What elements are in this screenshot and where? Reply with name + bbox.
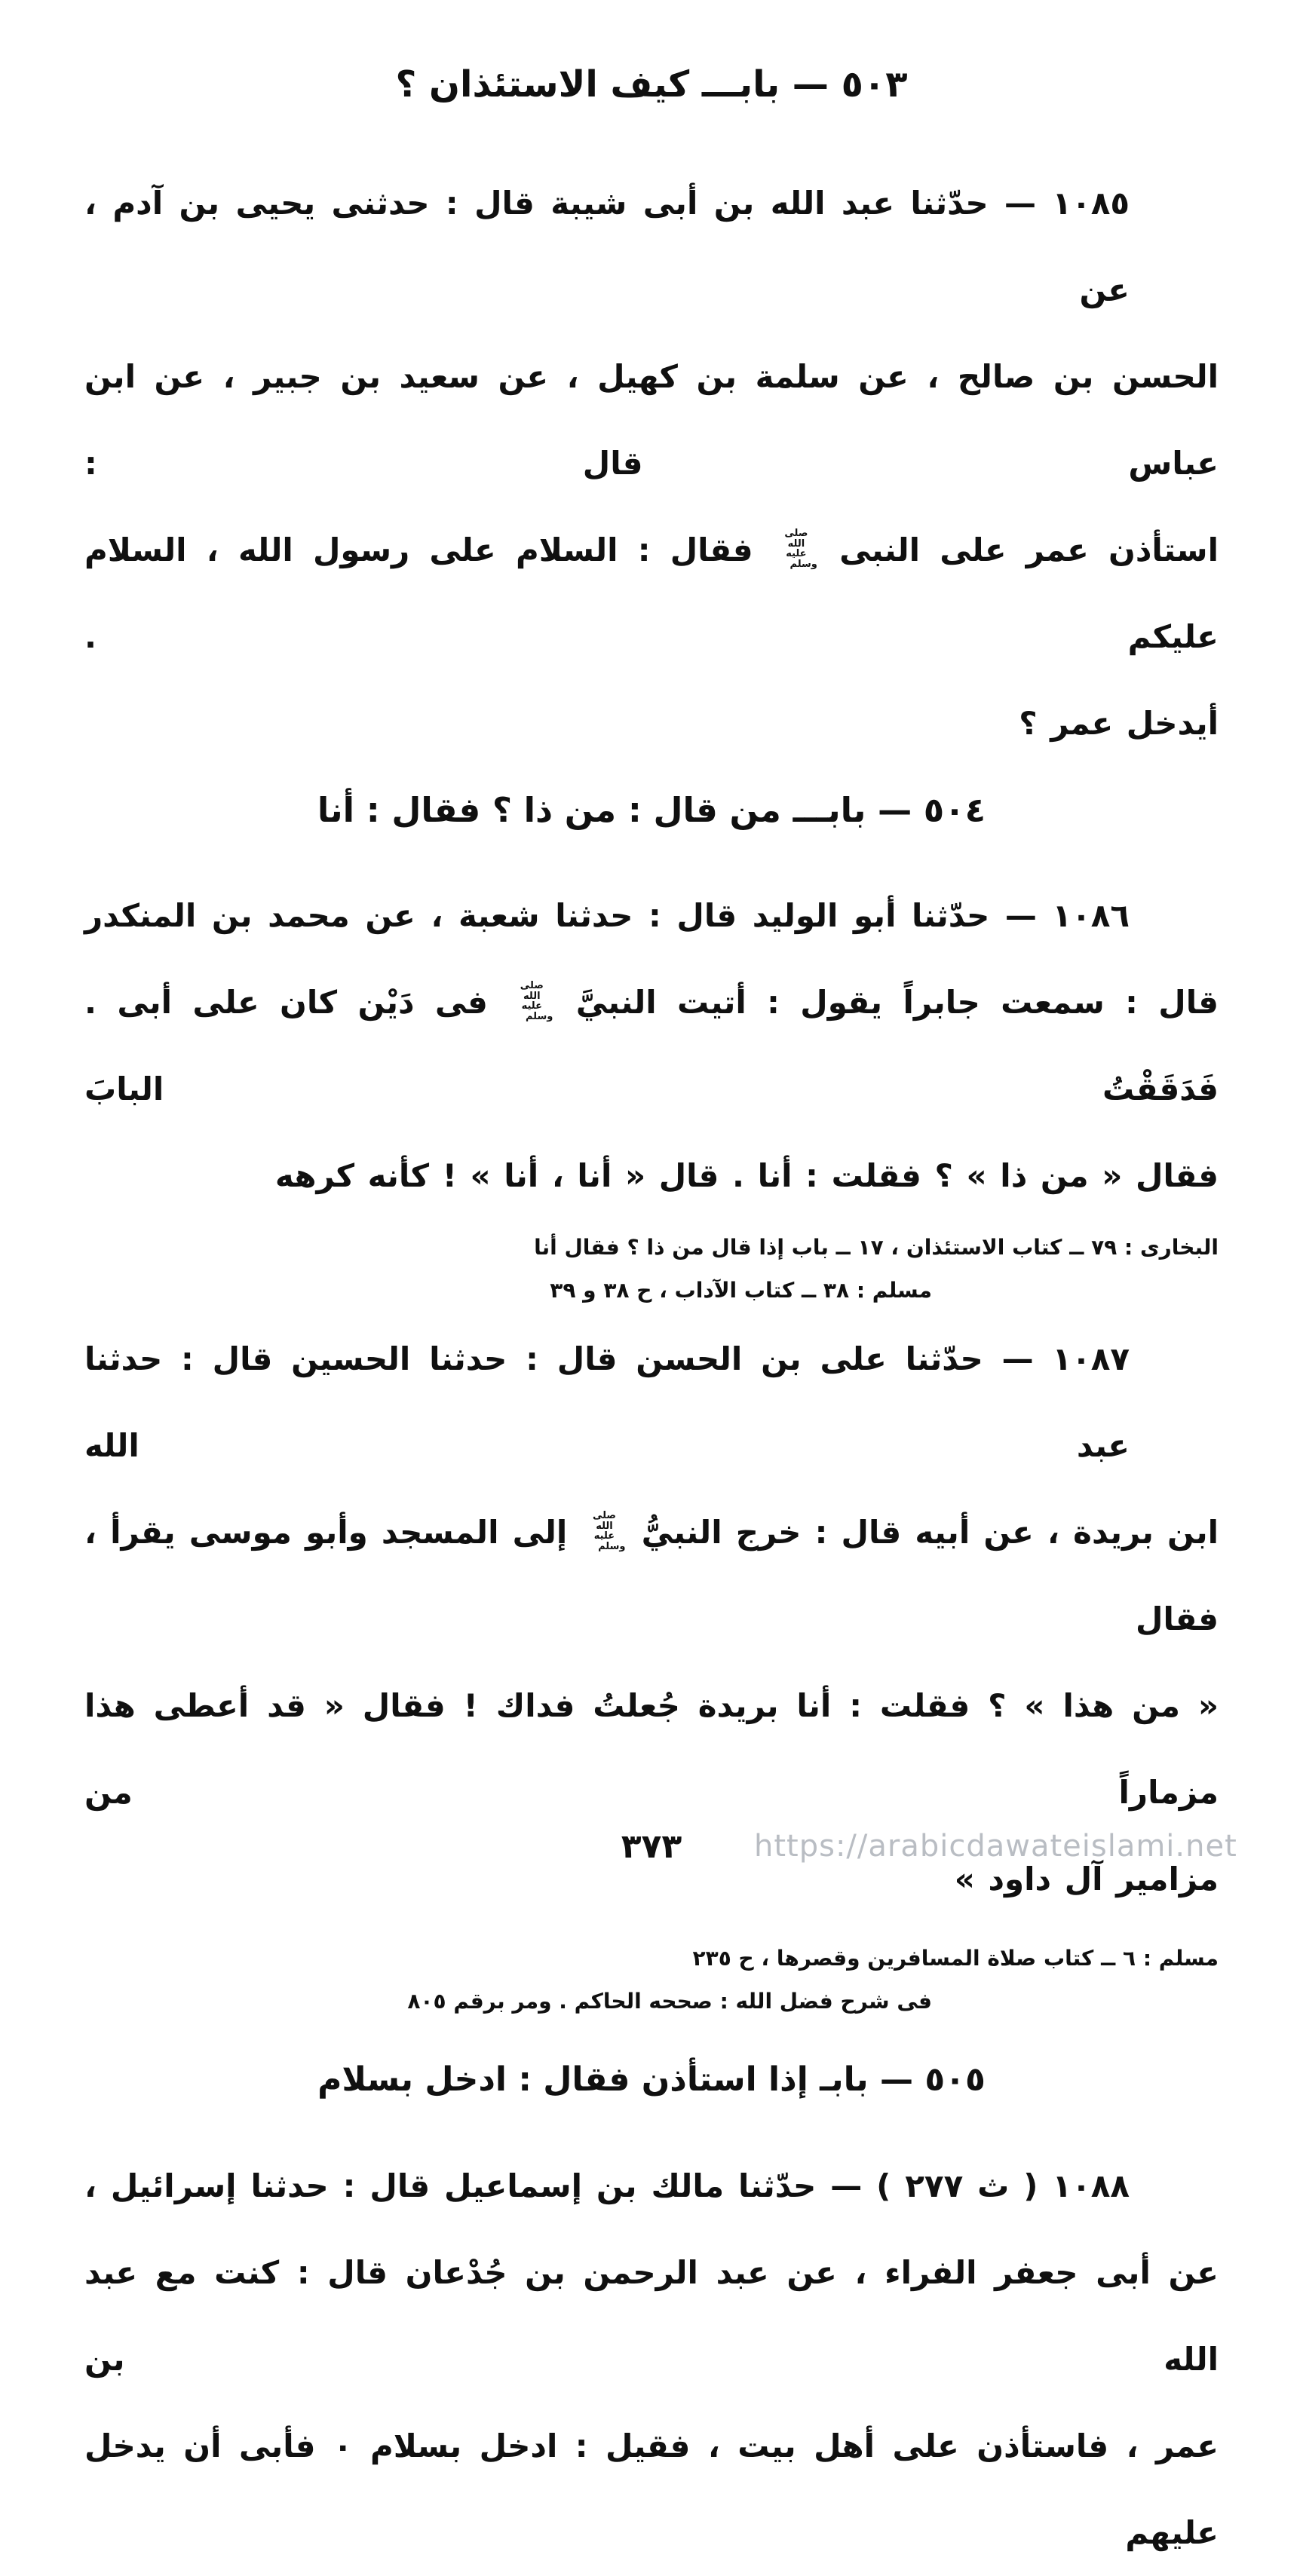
hadith-1087-references: [84, 1937, 1219, 2023]
hadith-line: ١٠٨٥ — حدّثنا عبد الله بن أبى شيبة قال : حدثنى يحيى بن آدم ، عن: [84, 185, 1130, 308]
hadith-line: « من هذا » ؟ فقلت : أنا بريدة جُعلتُ فداك ! فقال « قد أعطى هذا مزماراً من: [84, 1687, 1219, 1811]
hadith-line-text: ابن بريدة ، عن أبيه قال : خرج النبيُّ: [641, 1514, 1219, 1551]
hadith-line-text: فقال : السلام على رسول الله ، السلام عليكم .: [84, 531, 1219, 655]
hadith-1088: [84, 2143, 1219, 2576]
hadith-line-text: قال : سمعت جابراً يقول : أتيت النبيَّ: [575, 984, 1219, 1021]
hadith-line: ١٠٨٧ — حدّثنا على بن الحسن قال : حدثنا الحسين قال : حدثنا عبد الله: [84, 1340, 1130, 1464]
chapter-heading-503: ٥٠٣ — بابـــ كيف الاستئذان ؟: [395, 63, 908, 106]
chapter-heading-504: ٥٠٤ — بابـــ من قال : من ذا ؟ فقال : أنا: [317, 790, 986, 830]
hadith-line: [84, 1489, 1219, 1662]
reference-line: مسلم : ٦ ــ كتاب صلاة المسافرين وقصرها ، ح ٢٣٥: [692, 1946, 1219, 1971]
hadith-line: الحسن بن صالح ، عن سلمة بن كهيل ، عن سعيد بن جبير ، عن ابن عباس قال :: [84, 358, 1219, 482]
page-number: ٣٧٣: [621, 1827, 682, 1866]
pbuh-mark: صلى الله عليه وسلم: [784, 528, 817, 570]
hadith-line: أيدخل عمر ؟: [1019, 705, 1219, 742]
hadith-line: [84, 507, 1219, 680]
hadith-line: فقال « من ذا » ؟ فقلت : أنا . قال « أنا ، أنا » ! كأنه كرهه: [274, 1157, 1219, 1194]
pbuh-mark: صلى الله عليه وسلم: [520, 980, 553, 1022]
hadith-line: مزامير آل داود »: [954, 1861, 1219, 1898]
reference-line: فى شرح فضل الله : صححه الحاكم . ومر برقم ٨٠٥: [407, 1989, 932, 2014]
page-footer: [0, 1827, 1303, 1880]
hadith-1086-references: [84, 1226, 1219, 1312]
hadith-line: ١٠٨٨ ( ث ٢٧٧ ) — حدّثنا مالك بن إسماعيل قال : حدثنا إسرائيل ،: [84, 2167, 1130, 2204]
reference-line: مسلم : ٣٨ ــ كتاب الآداب ، ح ٣٨ و ٣٩: [550, 1278, 932, 1303]
watermark-url: https://arabicdawateislami.net: [754, 1829, 1237, 1864]
hadith-line: عن أبى جعفر الفراء ، عن عبد الرحمن بن جُدْعان قال : كنت مع عبد الله بن: [84, 2254, 1219, 2378]
hadith-line-text: إلى المسجد وأبو موسى يقرأ ، فقال: [84, 1514, 1219, 1637]
reference-line: البخارى : ٧٩ ــ كتاب الاستئذان ، ١٧ ــ باب إذا قال من ذا ؟ فقال أنا: [534, 1235, 1219, 1260]
hadith-1087: [84, 1316, 1219, 2023]
hadith-line-text: استأذن عمر على النبى: [839, 531, 1219, 568]
hadith-1085: [84, 160, 1219, 767]
hadith-line: [84, 959, 1219, 1132]
chapter-heading-505: ٥٠٥ — بابـ إذا استأذن فقال : ادخل بسلام: [317, 2060, 986, 2099]
pbuh-mark: صلى الله عليه وسلم: [592, 1510, 626, 1552]
hadith-line-text: فى دَيْن كان على أبى . فَدَقَقْتُ البابَ: [84, 984, 1219, 1107]
hadith-1086: [84, 872, 1219, 1312]
hadith-line: عمر ، فاستأذن على أهل بيت ، فقيل : ادخل بسلام ٠ فأبى أن يدخل عليهم: [84, 2427, 1219, 2551]
hadith-line: ١٠٨٦ — حدّثنا أبو الوليد قال : حدثنا شعبة ، عن محمد بن المنكدر: [84, 897, 1130, 934]
